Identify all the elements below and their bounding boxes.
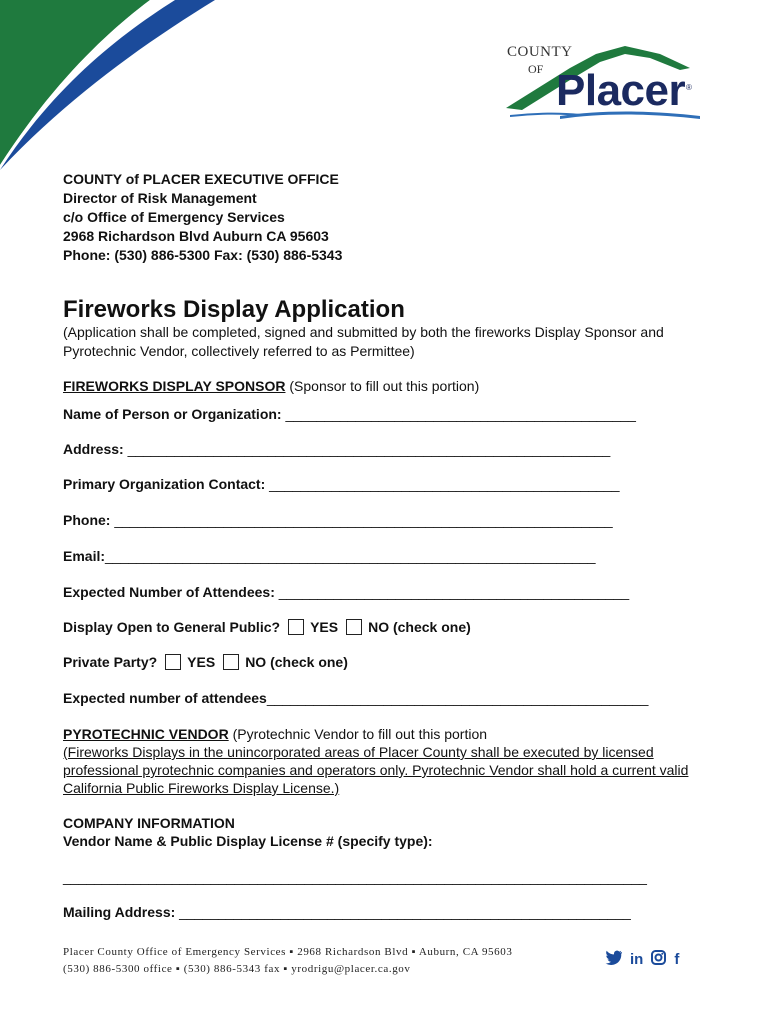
public-display-question <box>63 619 471 635</box>
sponsor-phone-label: Phone: <box>63 512 115 528</box>
sponsor-name-input[interactable]: _____________________________________________ <box>285 406 636 422</box>
public-yes-label: YES <box>310 619 339 635</box>
street-address: 2968 Richardson Blvd Auburn CA 95603 <box>63 228 329 244</box>
sponsor-attendees-field[interactable] <box>63 584 629 600</box>
social-links <box>604 950 679 969</box>
sponsor-email-label: Email: <box>63 548 106 564</box>
sponsor-contact-input[interactable]: _____________________________________________ <box>269 476 620 492</box>
sponsor-email-field[interactable] <box>63 548 596 564</box>
sponsor-contact-label: Primary Organization Contact: <box>63 476 270 492</box>
sponsor-email-input[interactable]: _______________________________________________________________ <box>105 548 596 564</box>
sponsor-name-field[interactable] <box>63 406 636 422</box>
office-address-block <box>63 170 342 265</box>
private-no-label: NO (check one) <box>245 654 348 670</box>
sponsor-phone-field[interactable] <box>63 512 613 528</box>
public-no-label: NO (check one) <box>368 619 471 635</box>
attendees2-input[interactable]: _________________________________________________ <box>266 690 649 706</box>
public-yes-checkbox[interactable] <box>288 619 304 635</box>
private-party-label: Private Party? <box>63 654 158 670</box>
private-yes-checkbox[interactable] <box>165 654 181 670</box>
private-party-question <box>63 654 348 670</box>
sponsor-address-field[interactable] <box>63 441 610 457</box>
logo-registered-mark: ® <box>686 83 692 92</box>
private-no-checkbox[interactable] <box>223 654 239 670</box>
public-no-checkbox[interactable] <box>346 619 362 635</box>
public-display-label: Display Open to General Public? <box>63 619 281 635</box>
sponsor-name-label: Name of Person or Organization: <box>63 406 286 422</box>
vendor-heading: PYROTECHNIC VENDOR <box>63 726 229 742</box>
footer-line-1: Placer County Office of Emergency Services ▪ 2968 Richardson Blvd ▪ Auburn, CA 95603 <box>63 946 513 958</box>
footer <box>63 944 512 978</box>
vendor-disclaimer: (Fireworks Displays in the unincorporated areas of Placer County shall be executed by licensed professional pyrotechnic companies and operators only. Pyrotechnic Vendor shall hold a current valid California Public Fireworks Display License.) <box>63 744 689 796</box>
sponsor-section-heading <box>63 378 479 394</box>
vendor-license-label: Vendor Name & Public Display License # (specify type): <box>63 833 433 849</box>
facebook-icon[interactable]: f <box>674 951 680 968</box>
office-name: COUNTY of PLACER EXECUTIVE OFFICE <box>63 171 339 187</box>
sponsor-address-label: Address: <box>63 441 128 457</box>
twitter-icon[interactable] <box>604 950 622 969</box>
sponsor-attendees-input[interactable]: _____________________________________________ <box>278 584 630 600</box>
vendor-note: (Pyrotechnic Vendor to fill out this portion <box>228 726 488 742</box>
footer-line-2: (530) 886-5300 office ▪ (530) 886-5343 fax ▪ yrodrigu@placer.ca.gov <box>63 963 411 975</box>
sponsor-heading: FIREWORKS DISPLAY SPONSOR <box>63 378 286 394</box>
vendor-section-heading <box>63 726 487 742</box>
phone-fax-line: Phone: (530) 886-5300 Fax: (530) 886-5343 <box>63 247 343 263</box>
company-info-heading: COMPANY INFORMATION <box>63 815 235 831</box>
sponsor-note: (Sponsor to fill out this portion) <box>285 378 480 394</box>
logo-county-text: COUNTY <box>507 44 573 60</box>
private-yes-label: YES <box>187 654 216 670</box>
sponsor-contact-field[interactable] <box>63 476 620 492</box>
corner-swoosh <box>0 0 230 170</box>
care-of-line: c/o Office of Emergency Services <box>63 209 285 225</box>
logo-of-text: OF <box>528 62 544 76</box>
mailing-address-input[interactable]: __________________________________________________________ <box>179 904 631 920</box>
vendor-license-input[interactable]: ___________________________________________________________________________ <box>63 869 647 885</box>
mailing-address-label: Mailing Address: <box>63 904 180 920</box>
vendor-license-field[interactable] <box>63 869 647 885</box>
mailing-address-field[interactable] <box>63 904 631 920</box>
linkedin-icon[interactable]: in <box>630 951 644 968</box>
county-logo <box>500 36 705 126</box>
sponsor-phone-input[interactable]: ________________________________________________________________ <box>114 512 613 528</box>
director-line: Director of Risk Management <box>63 190 257 206</box>
sponsor-address-input[interactable]: ______________________________________________________________ <box>127 441 611 457</box>
logo-placer-text: Placer <box>556 66 686 115</box>
page-title: Fireworks Display Application <box>63 296 405 323</box>
attendees2-field[interactable] <box>63 690 648 706</box>
intro-text: (Application shall be completed, signed and submitted by both the fireworks Display Sponsor and Pyrotechnic Vendor, collectively referred to as Permittee) <box>63 324 664 359</box>
attendees2-label: Expected number of attendees <box>63 690 267 706</box>
sponsor-attendees-label: Expected Number of Attendees: <box>63 584 279 600</box>
instagram-icon[interactable] <box>651 950 666 969</box>
